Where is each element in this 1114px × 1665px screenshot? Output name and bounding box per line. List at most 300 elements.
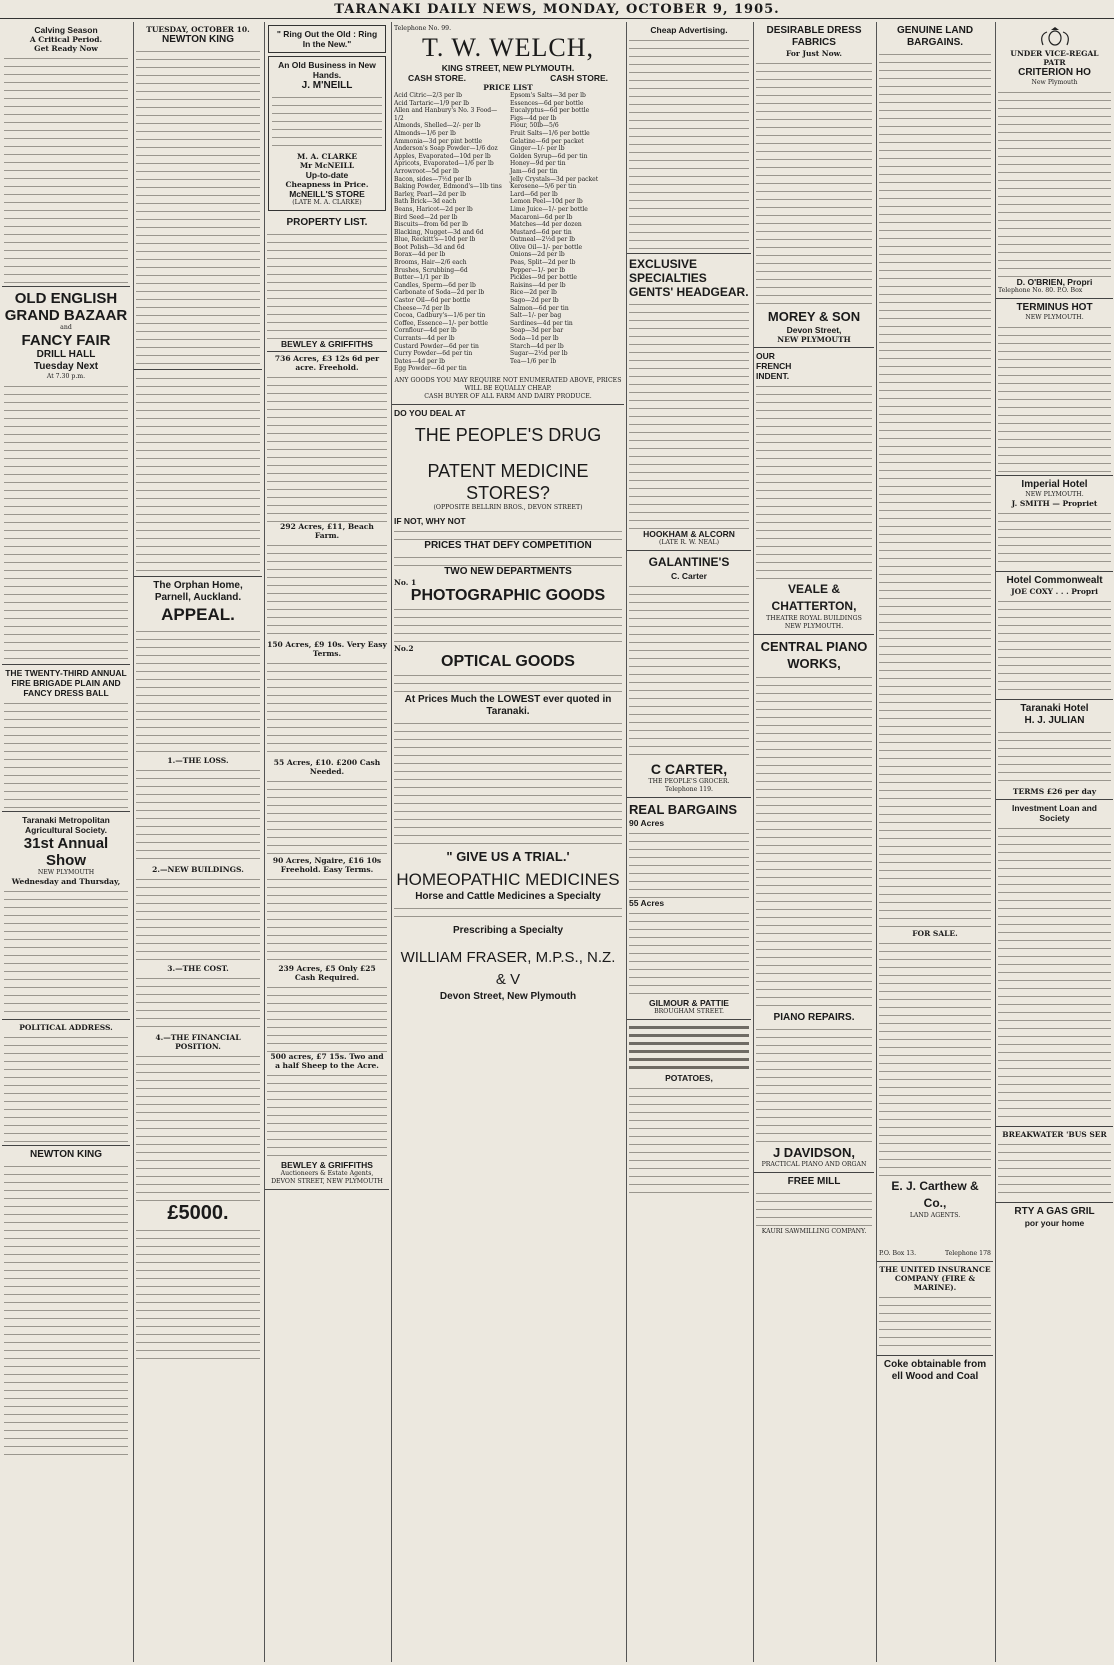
cash-store-right: CASH STORE. — [550, 73, 608, 83]
price-item: Oatmeal—2½d per lb — [510, 236, 575, 244]
appeal-buildings: 2.—NEW BUILDINGS. — [152, 865, 244, 874]
property-292-body — [267, 540, 387, 640]
our-label: OUR — [756, 351, 775, 361]
mr-mcneill: Mr McNEILL — [299, 161, 355, 170]
french-label: FRENCH — [756, 361, 792, 371]
patent-title: PATENT MEDICINE STORES? — [427, 460, 589, 503]
column-4 — [391, 22, 624, 1662]
mcneill-name: J. M'NEILL — [301, 80, 353, 91]
criterion-hotel: CRITERION HO — [1018, 67, 1091, 78]
defy-competition: PRICES THAT DEFY COMPETITION — [424, 539, 592, 551]
cheap-advertising — [627, 22, 751, 254]
price-item: Coffee, Essence—1/- per bottle — [394, 319, 488, 327]
orphan-title: The Orphan Home, Parnell, Auckland. — [153, 580, 243, 603]
morey-son: MOREY & SON — [767, 309, 861, 324]
price-item: Onions—2d per lb — [510, 251, 565, 259]
potatoes-body — [629, 1083, 749, 1193]
appeal-financial-body — [136, 1051, 260, 1201]
bazaar-fancy: FANCY FAIR — [21, 332, 111, 349]
price-item: Salt—1/- per bag — [510, 312, 562, 320]
calving-season-ad — [2, 22, 130, 287]
commonwealth-hotel: Hotel Commonwealt — [1006, 575, 1103, 586]
imperial-ad — [996, 476, 1113, 572]
property-list-title: PROPERTY LIST. — [286, 217, 368, 228]
price-item: Baking Powder, Edmond's—1lb tins — [394, 183, 502, 191]
bargain-55-body — [629, 908, 749, 998]
price-item: Macaroni—6d per lb — [510, 213, 573, 221]
investment-body — [998, 823, 1111, 1123]
bazaar-time: At 7.30 p.m. — [46, 373, 86, 380]
price-item: Lemon Peel—10d per lb — [510, 198, 583, 206]
opposite: (OPPOSITE BELLRIN BROS., DEVON STREET) — [433, 503, 583, 511]
terminus-town: NEW PLYMOUTH. — [1025, 314, 1084, 321]
free-mill-body — [756, 1188, 872, 1228]
potatoes-ad — [627, 1020, 751, 1196]
morey-street: Devon Street, — [786, 325, 842, 335]
bargain-90-acres: 90 Acres — [629, 818, 665, 828]
price-item: Beans, Haricot—2d per lb — [394, 205, 473, 213]
property-55: 55 Acres, £10. £200 Cash Needed. — [273, 758, 381, 776]
welch-address: KING STREET, NEW PLYMOUTH. — [441, 63, 575, 73]
price-item: Bacon, sides—7½d per lb — [394, 175, 472, 183]
price-item: Essences—6d per bottle — [510, 99, 584, 107]
price-item: Brooms, Hair—2/6 each — [394, 259, 467, 267]
political-title: POLITICAL ADDRESS. — [19, 1023, 113, 1032]
gas-grill-title: RTY A GAS GRIL — [1014, 1206, 1095, 1217]
any-goods: ANY GOODS YOU MAY REQUIRE NOT ENUMERATED ABOVE, PRICES WILL BE EQUALLY CHEAP. — [394, 376, 622, 392]
calving-title: Calving Season — [34, 25, 98, 35]
mcneill-store: McNEILL'S STORE — [289, 189, 365, 199]
appeal-financial: 4.—THE FINANCIAL POSITION. — [155, 1033, 241, 1051]
breakwater-body — [998, 1139, 1111, 1199]
price-item: Boot Polish—3d and 6d — [394, 243, 465, 251]
imperial-hotel: Imperial Hotel — [1021, 479, 1088, 490]
old-business: An Old Business in New Hands. — [278, 60, 376, 80]
galantine-ad — [627, 551, 751, 798]
price-item: Golden Syrup—6d per tin — [510, 152, 588, 160]
price-item: Cocoa, Cadbury's—1/6 per tin — [394, 312, 486, 320]
price-item: Olive Oil—1/- per bottle — [510, 243, 583, 251]
clarke-name: M. A. CLARKE — [296, 152, 358, 161]
fire-brigade-ad — [2, 665, 130, 812]
taranaki-hotel-body — [998, 727, 1111, 787]
price-item: Butter—1/1 per lb — [394, 274, 450, 282]
price-item: Candles, Sperm—6d per lb — [394, 281, 476, 289]
price-item: Salmon—6d per tin — [510, 304, 569, 312]
theatre-royal: THEATRE ROYAL BUILDINGS — [766, 615, 862, 622]
price-list-title: PRICE LIST — [483, 83, 533, 92]
price-item: Custard Powder—6d per tin — [394, 342, 479, 350]
fraser-name: WILLIAM FRASER, M.P.S., N.Z. & V — [400, 948, 616, 988]
column-1 — [2, 22, 130, 1662]
morey-town: NEW PLYMOUTH — [777, 335, 851, 344]
breakwater-title: BREAKWATER 'BUS SER — [1002, 1130, 1107, 1139]
piano-body — [756, 672, 872, 1012]
terminus-ad — [996, 299, 1113, 476]
column-5 — [626, 22, 751, 1662]
price-item: Bird Seed—2d per lb — [394, 213, 458, 221]
coke-ad — [877, 1356, 993, 1386]
price-list-left — [394, 92, 506, 373]
political-body — [4, 1032, 128, 1142]
column-6 — [753, 22, 874, 1662]
gas-grill-ad — [996, 1203, 1113, 1231]
insurance-body — [879, 1292, 991, 1352]
insurance-ad — [877, 1262, 993, 1356]
society-title: Taranaki Metropolitan Agricultural Society. — [22, 815, 110, 835]
mcneill-box — [268, 56, 386, 211]
price-item: Lime Juice—1/- per bottle — [510, 205, 588, 213]
price-item: Almonds, Shelled—2/- per lb — [394, 122, 481, 130]
show-place: NEW PLYMOUTH — [37, 869, 95, 876]
terminus-hotel: TERMINUS HOT — [1016, 302, 1093, 313]
price-item: Raisins—4d per lb — [510, 281, 566, 289]
carter-telephone: Telephone 119. — [664, 786, 713, 793]
bazaar-ad — [2, 287, 130, 665]
central-piano-works: CENTRAL PIANO WORKS, — [760, 639, 868, 671]
piano-works-ad — [754, 635, 874, 1173]
newton-king-ad — [2, 1146, 130, 1464]
price-item: Soda—1d per lb — [510, 335, 559, 342]
price-item: Mustard—6d per tin — [510, 228, 572, 236]
price-item: Acid Citric—2/3 per lb — [394, 92, 462, 99]
price-item: Ginger—1/- per lb — [510, 145, 565, 153]
price-item: Soap—3d per bar — [510, 327, 564, 335]
property-intro — [267, 229, 387, 339]
galantine-title: GALANTINE'S — [648, 555, 730, 569]
royal-crest-icon — [1035, 27, 1075, 47]
drug-body-3 — [394, 903, 622, 919]
criterion-body — [998, 87, 1111, 277]
welch-title: T. W. WELCH, — [421, 33, 595, 62]
indent-label: INDENT. — [756, 371, 790, 381]
cash-buyer: CASH BUYER OF ALL FARM AND DAIRY PRODUCE. — [424, 392, 592, 400]
carthew-telephone: Telephone 178 — [944, 1250, 991, 1257]
mcneill-body — [272, 92, 382, 152]
gas-grill-sub: por your home — [1024, 1218, 1085, 1228]
cheap-advertising-body — [629, 35, 749, 250]
price-item: Almonds—1/6 per lb — [394, 129, 456, 137]
piano-repairs: PIANO REPAIRS. — [773, 1012, 855, 1023]
masthead — [0, 0, 1114, 19]
bewley-griffiths-1: BEWLEY & GRIFFITHS — [281, 339, 373, 349]
price-item: Matches—4d per dozen — [510, 221, 582, 229]
acclimatisation-notice — [134, 370, 262, 577]
jsmith: J. SMITH — Propriet — [1011, 499, 1098, 508]
criterion-town: New Plymouth — [1031, 79, 1078, 86]
piano-repairs-body — [756, 1024, 872, 1144]
bazaar-day: Tuesday Next — [33, 361, 99, 372]
price-item: Pepper—1/- per lb — [510, 266, 566, 274]
acclimatisation-body — [136, 373, 260, 573]
price-item: Kerosene—5/6 per tin — [510, 183, 577, 191]
imperial-body — [998, 508, 1111, 568]
gents-headgear: GENTS' HEADGEAR. — [629, 285, 749, 299]
carter-name: C. Carter — [671, 571, 707, 581]
property-list — [265, 214, 389, 1190]
coke-title: Coke obtainable from — [883, 1359, 987, 1370]
appeal-buildings-body — [136, 874, 260, 964]
price-item: Tea—1/6 per lb — [510, 357, 557, 365]
free-mill-ad — [754, 1173, 874, 1239]
price-item: Biscuits—from 6d per lb — [394, 221, 468, 229]
show-ad — [2, 812, 130, 1020]
column-3 — [264, 22, 389, 1662]
vice-regal: UNDER VICE-REGAL PATR — [1010, 49, 1099, 67]
photographic-goods: PHOTOGRAPHIC GOODS — [410, 586, 606, 604]
hookham-sub: (LATE R. W. NEAL) — [659, 539, 719, 546]
bargain-90-body — [629, 828, 749, 898]
property-292: 292 Acres, £11, Beach Farm. — [280, 522, 374, 540]
criterion-ad — [996, 22, 1113, 299]
up-to-date: Up-to-date — [305, 170, 349, 180]
welch-telephone: Telephone No. 99. — [394, 25, 452, 32]
carthew-name: E. J. Carthew & Co., — [891, 1179, 979, 1210]
carthew-po-box: P.O. Box 13. — [879, 1250, 917, 1257]
dept-no2: No.2 — [394, 643, 414, 653]
price-list — [394, 92, 622, 373]
veale-chatterton: VEALE & CHATTERTON, — [771, 582, 857, 613]
price-item: Rice—2d per lb — [510, 289, 557, 297]
land-bargains-body — [879, 49, 991, 929]
homeopathic: HOMEOPATHIC MEDICINES — [396, 869, 620, 889]
taranaki-hotel-ad — [996, 700, 1113, 800]
ring-out-title: " Ring Out the Old : Ring In the New." — [276, 29, 378, 49]
newton-king-title: NEWTON KING — [29, 1149, 103, 1160]
price-item: Bath Brick—3d each — [394, 198, 457, 206]
dress-fabrics-body — [756, 58, 872, 308]
julian: H. J. JULIAN — [1024, 715, 1085, 726]
wood-coal: ell Wood and Coal — [891, 1371, 979, 1382]
price-item: Eucalyptus—6d per bottle — [510, 107, 590, 115]
cash-store-left: CASH STORE. — [408, 73, 466, 83]
fire-brigade-body — [4, 698, 128, 808]
dress-fabrics-sub: For Just Now. — [786, 49, 842, 58]
price-item: Apricots, Evaporated—1/6 per lb — [394, 160, 494, 168]
dobrien: D. O'BRIEN, Propri — [1016, 277, 1093, 287]
drug-body-1 — [394, 552, 622, 566]
davidson: J DAVIDSON, — [772, 1145, 856, 1160]
kauri-company: KAURI SAWMILLING COMPANY. — [761, 1228, 867, 1235]
drug-intro — [394, 526, 622, 540]
price-item: Borax—4d per lb — [394, 251, 446, 259]
potatoes-top — [629, 1023, 749, 1073]
property-90-body — [267, 874, 387, 964]
dress-fabrics-title: DESIRABLE DRESS FABRICS — [766, 25, 862, 48]
price-item: Flour, 50lb—5/6 — [510, 122, 559, 130]
cheapness: Cheapness in Price. — [285, 180, 369, 189]
price-item: Lard—6d per lb — [510, 190, 558, 198]
welch-ad — [392, 22, 624, 405]
appeal-title: APPEAL. — [161, 605, 235, 624]
lowest-prices: At Prices Much the LOWEST ever quoted in Taranaki. — [404, 693, 612, 717]
prescribing: Prescribing a Specialty — [452, 924, 564, 936]
mcneill-store-sub: (LATE M. A. CLARKE) — [292, 199, 362, 206]
real-bargains-title: REAL BARGAINS — [629, 802, 738, 817]
commonwealth-body — [998, 596, 1111, 696]
appeal-cost: 3.—THE COST. — [167, 964, 229, 973]
for-sale-body — [879, 938, 991, 1178]
practical-piano: PRACTICAL PIANO AND ORGAN — [761, 1161, 867, 1168]
price-item: Sardines—4d per tin — [510, 319, 573, 327]
calving-get-ready: Get Ready Now — [34, 44, 98, 53]
price-item: Allen and Hanbury's No. 3 Food—1/2 — [394, 107, 498, 122]
price-item: Arrowroot—5d per lb — [394, 167, 459, 175]
free-mill-title: FREE MILL — [787, 1176, 841, 1187]
indent-body — [756, 381, 872, 581]
hookham-alcorn: HOOKHAM & ALCORN — [643, 529, 735, 539]
exclusive-title: EXCLUSIVE SPECIALTIES — [629, 257, 707, 285]
peoples-drug-ad — [392, 405, 624, 1006]
real-bargains-ad — [627, 798, 751, 1020]
price-item: Currants—4d per lb — [394, 335, 455, 342]
give-trial: " GIVE US A TRIAL.' — [446, 848, 570, 864]
bazaar-title: OLD ENGLISH GRAND BAZAAR — [4, 290, 128, 324]
show-body — [4, 886, 128, 1016]
masthead-title: TARANAKI DAILY NEWS, MONDAY, OCTOBER 9, 1905. — [334, 2, 780, 17]
do-you-deal: DO YOU DEAL AT — [394, 407, 466, 418]
appeal-intro — [136, 626, 260, 756]
show-days: Wednesday and Thursday, — [11, 877, 121, 886]
appeal-loss: 1.—THE LOSS. — [167, 756, 229, 765]
orphan-appeal — [134, 577, 262, 1368]
price-item: Jam—6d per tin — [510, 167, 558, 175]
potatoes-title: POTATOES, — [665, 1073, 713, 1083]
price-item: Peas, Split—2d per lb — [510, 259, 576, 267]
carter-big: C CARTER, — [650, 761, 728, 777]
terms: TERMS £26 per day — [1012, 787, 1097, 796]
breakwater-ad — [996, 1127, 1113, 1203]
sale-body — [136, 46, 260, 366]
price-item: Cheese—7d per lb — [394, 304, 450, 312]
price-item: Curry Powder—6d per tin — [394, 350, 473, 358]
calving-subtitle: A Critical Period. — [29, 35, 103, 44]
price-item: Anderson's Soap Powder—1/6 doz — [394, 145, 498, 153]
appeal-signatures — [136, 1225, 260, 1365]
terminus-body — [998, 322, 1111, 472]
dept-no1: No. 1 — [394, 577, 417, 587]
price-item: Barley, Pearl—2d per lb — [394, 190, 466, 198]
price-item: Jelly Crystals—3d per packet — [510, 175, 599, 183]
appeal-amount: £5000. — [167, 1202, 229, 1224]
criterion-telephone: Telephone No. 80. P.O. Box — [998, 287, 1083, 294]
calving-body — [4, 53, 128, 283]
newton-king-title-2: NEWTON KING — [161, 34, 235, 45]
price-item: Ammonia—3d per pint bottle — [394, 137, 483, 145]
peoples-grocer: THE PEOPLE'S GROCER. — [648, 778, 730, 785]
property-500-body — [267, 1070, 387, 1160]
price-item: Sugar—2½d per lb — [510, 350, 568, 358]
price-item: Sago—2d per lb — [510, 297, 559, 305]
newton-king-body — [4, 1161, 128, 1461]
bazaar-hall: DRILL HALL — [36, 349, 96, 360]
united-insurance: THE UNITED INSURANCE COMPANY (FIRE & MARINE). — [879, 1265, 991, 1292]
headgear-body — [629, 299, 749, 529]
peoples-drug-title: THE PEOPLE'S DRUG — [414, 424, 602, 445]
price-item: Dates—4d per lb — [394, 357, 445, 365]
bewley-sub: Auctioneers & Estate Agents, — [280, 1170, 374, 1177]
property-90: 90 Acres, Ngaire, £16 10s Freehold. Easy Terms. — [272, 856, 382, 874]
bazaar-and: and — [60, 324, 72, 331]
price-item: Egg Powder—6d per tin — [394, 365, 467, 373]
imperial-town: NEW PLYMOUTH. — [1025, 491, 1084, 498]
show-title: 31st Annual Show — [23, 835, 109, 869]
property-150: 150 Acres, £9 10s. Very Easy Terms. — [267, 640, 387, 658]
bazaar-body — [4, 381, 128, 661]
property-500: 500 acres, £7 15s. Two and a half Sheep to the Acre. — [270, 1052, 384, 1070]
ring-out-box — [268, 25, 386, 53]
property-55-body — [267, 776, 387, 856]
optical-body — [394, 670, 622, 694]
price-item: Blacking, Nugget—3d and 6d — [394, 228, 484, 236]
political-ad — [2, 1020, 130, 1146]
headgear-ad — [627, 254, 751, 551]
investment-title: Investment Loan and Society — [1011, 803, 1097, 823]
brougham-street: BROUGHAM STREET. — [654, 1008, 724, 1015]
optical-goods: OPTICAL GOODS — [441, 652, 575, 670]
carthew-land-agents: LAND AGENTS. — [909, 1212, 961, 1219]
dress-fabrics-ad — [754, 22, 874, 348]
price-item: Figs—4d per lb — [510, 114, 557, 122]
price-item: Starch—4d per lb — [510, 342, 564, 350]
fire-brigade-title: THE TWENTY-THIRD ANNUAL FIRE BRIGADE PLAIN AND FANCY DRESS BALL — [5, 668, 127, 698]
property-239: 239 Acres, £5 Only £25 Cash Required. — [278, 964, 376, 982]
property-150-body — [267, 658, 387, 758]
horse-cattle: Horse and Cattle Medicines a Specialty — [415, 890, 601, 902]
price-item: Honey—9d per tin — [510, 160, 566, 168]
column-7 — [876, 22, 993, 1662]
price-list-right — [510, 92, 622, 373]
fraser-address: Devon Street, New Plymouth — [439, 990, 577, 1002]
veale-town: NEW PLYMOUTH. — [784, 623, 844, 630]
cheap-advertising-title: Cheap Advertising. — [650, 25, 728, 35]
investment-ad — [996, 800, 1113, 1127]
photographic-body — [394, 604, 622, 644]
sale-notice — [134, 22, 262, 370]
bargain-55-acres: 55 Acres — [629, 898, 665, 908]
price-item: Epsom's Salts—3d per lb — [510, 92, 586, 99]
two-departments: TWO NEW DEPARTMENTS — [444, 565, 572, 577]
price-item: Apples, Evaporated—10d per lb — [394, 152, 491, 160]
price-item: Acid Tartaric—1/9 per lb — [394, 99, 469, 107]
price-item: Gelatine—6d per packet — [510, 137, 584, 145]
joe-coxy: JOE COXY . . . Propri — [1011, 587, 1098, 596]
property-736: 736 Acres, £3 12s 6d per acre. Freehold. — [274, 354, 380, 372]
column-2 — [133, 22, 262, 1662]
land-bargains-ad — [877, 22, 993, 1262]
gilmour-pattie: GILMOUR & PATTIE — [649, 998, 729, 1008]
galantine-body — [629, 581, 749, 761]
price-item: Castor Oil—6d per bottle — [394, 297, 471, 305]
for-sale: FOR SALE. — [912, 929, 958, 938]
commonwealth-ad — [996, 572, 1113, 700]
price-item: Brushes, Scrubbing—6d — [394, 266, 468, 274]
property-239-body — [267, 982, 387, 1052]
sale-date: TUESDAY, OCTOBER 10. — [146, 25, 250, 34]
property-736-body — [267, 372, 387, 522]
price-item: Carbonate of Soda—2d per lb — [394, 289, 485, 297]
appeal-cost-body — [136, 973, 260, 1033]
french-indent-ad — [754, 348, 874, 635]
appeal-loss-body — [136, 765, 260, 865]
price-item: Blue, Reckitt's—10d per lb — [394, 236, 476, 244]
taranaki-hotel: Taranaki Hotel — [1020, 703, 1089, 714]
price-item: Fruit Salts—1/6 per bottle — [510, 129, 590, 137]
bewley-griffiths-2: BEWLEY & GRIFFITHS — [281, 1160, 373, 1170]
genuine-title: GENUINE LAND BARGAINS. — [896, 25, 974, 48]
price-item: Cornflour—4d per lb — [394, 327, 457, 335]
column-8 — [995, 22, 1113, 1662]
